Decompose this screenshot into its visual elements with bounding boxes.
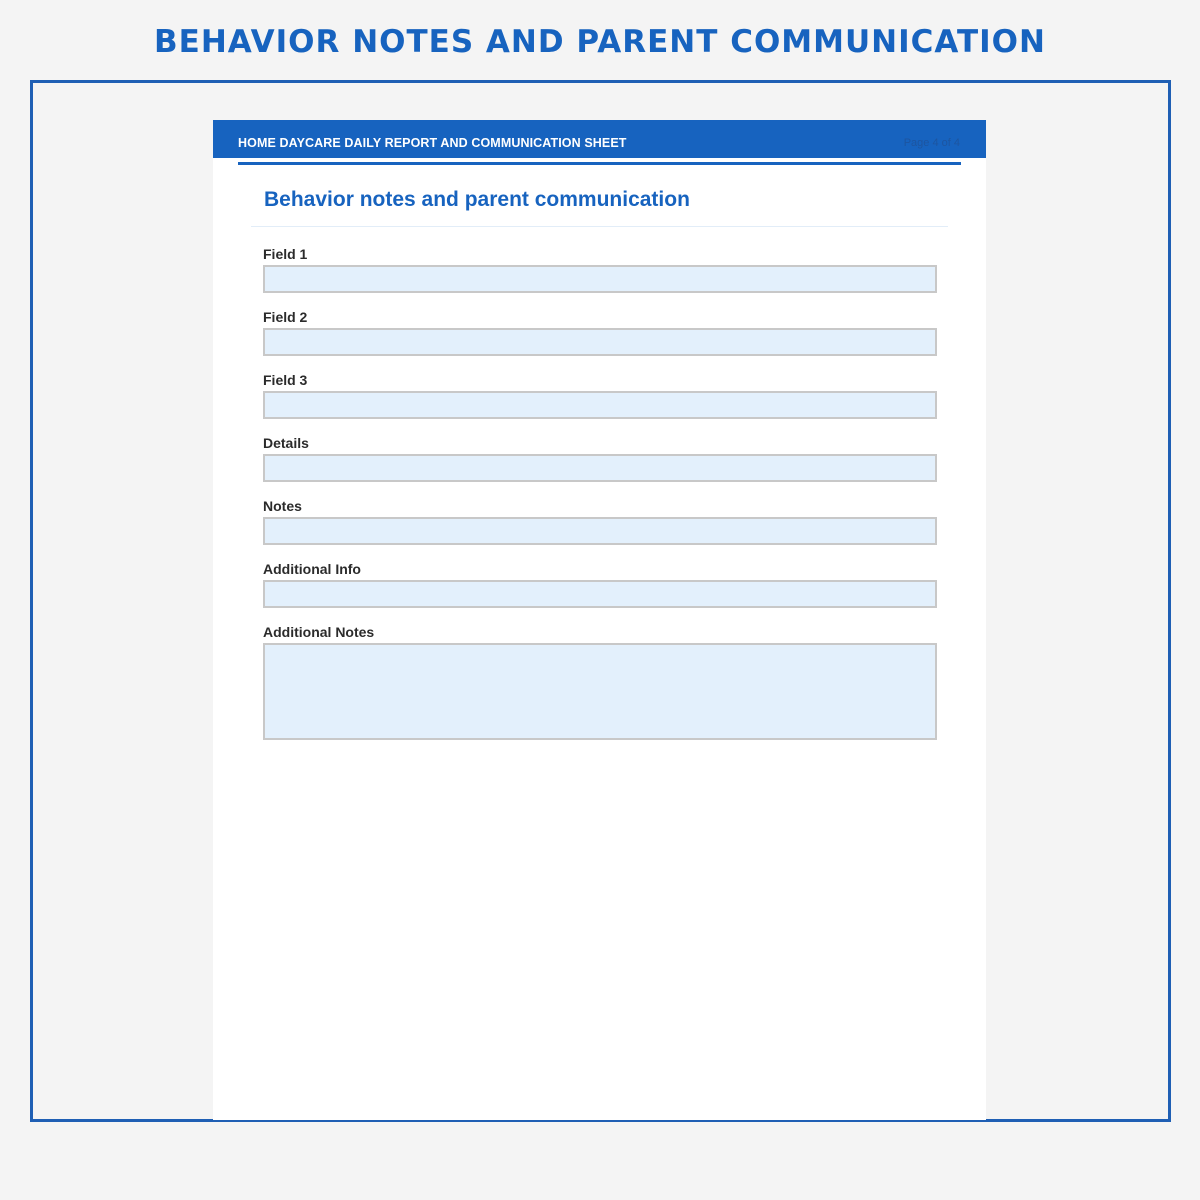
document-header-title: HOME DAYCARE DAILY REPORT AND COMMUNICATION SHEET [238,136,627,150]
notes-input[interactable] [263,517,937,545]
field-3-input[interactable] [263,391,937,419]
header-divider [238,162,961,165]
page-indicator: Page 4 of 4 [903,137,960,149]
additional-notes-group [263,623,937,740]
page-title: BEHAVIOR NOTES AND PARENT COMMUNICATION [154,24,1046,60]
details-input[interactable] [263,454,937,482]
section-title: Behavior notes and parent communication [264,188,690,211]
additional-info-input[interactable] [263,580,937,608]
additional-info-group [263,560,937,608]
notes-group [263,497,937,545]
document-header [213,120,986,158]
field-1-label: Field 1 [263,246,308,262]
section-divider [251,226,948,227]
additional-notes-label: Additional Notes [263,624,375,640]
field-2-input[interactable] [263,328,937,356]
details-group [263,434,937,482]
field-1-group [263,245,937,293]
additional-info-label: Additional Info [263,561,361,577]
additional-notes-textarea[interactable] [263,643,937,740]
field-3-label: Field 3 [263,372,308,388]
details-label: Details [263,435,309,451]
notes-label: Notes [263,498,302,514]
field-2-group [263,308,937,356]
field-3-group [263,371,937,419]
field-2-label: Field 2 [263,309,308,325]
document-page [213,120,986,1120]
field-1-input[interactable] [263,265,937,293]
